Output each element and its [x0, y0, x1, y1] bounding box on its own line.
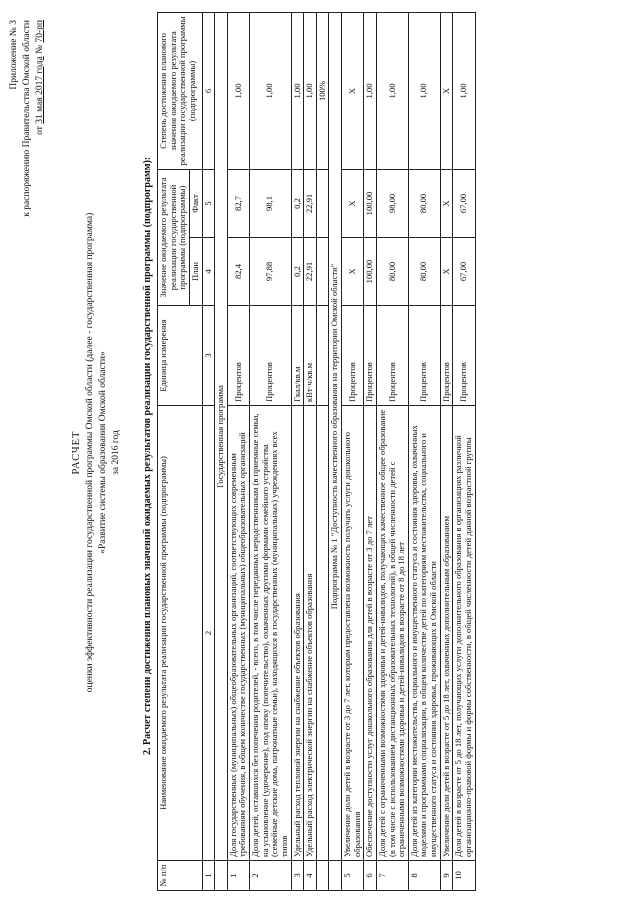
state-program-body	[215, 13, 317, 891]
row-unit: Процентов	[376, 306, 408, 406]
row-name: Обеспечение доступности услуг дошкольного образования для детей в возрасте от 3 до 7 лет	[364, 406, 377, 861]
row-fact: 0,2	[291, 170, 304, 238]
section-empty-cell	[329, 861, 342, 891]
col-number: 6	[202, 13, 215, 170]
row-name: Доля детей с ограниченными возможностями здоровья и детей-инвалидов, получающих качественное общее образование (в том числе с использованием дистанционных образовательных технологий), в общей численности детей с ограниченными возможностями здоровья и детей-инвалидов в возрасте от 8 до 18 лет	[376, 406, 408, 861]
document-title: РАСЧЕТ	[71, 430, 82, 475]
appendix-line-2: к распоряжению Правительства Омской области	[21, 20, 32, 217]
row-fact: 98,00	[376, 170, 408, 238]
section-title: 2. Расчет степени достижения плановых значений ожидаемых результатов реализации государственной программы (подпрограмм):	[142, 156, 153, 755]
row-name: Увеличение доли детей в возрасте от 5 до 18 лет, охваченных дополнительным образованием	[440, 406, 453, 861]
row-plan: 0,2	[291, 238, 304, 306]
col-number: 4	[202, 238, 215, 306]
appendix-date-line	[34, 20, 47, 280]
total-empty-cell	[316, 406, 329, 861]
table-row	[227, 13, 249, 891]
row-number: 10	[453, 861, 475, 891]
total-row	[316, 13, 329, 891]
row-degree: 1,00	[250, 13, 292, 170]
row-name: Удельный расход тепловой энергии на снабжение объектов образования	[291, 406, 304, 861]
number-value: 70-рп	[34, 20, 45, 43]
row-fact: 67,00	[453, 170, 475, 238]
date-value: 31 мая 2017 года	[34, 56, 45, 124]
row-degree: 1,00	[408, 13, 440, 170]
row-plan: 100,00	[364, 238, 377, 306]
row-number: 4	[304, 861, 317, 891]
row-name: Доля детей из категории местожительства, социального и имущественного статуса и состояния здоровья, охваченных моделями и программами социализации, в общем количестве детей по категориям местожительства, социального и имущественного статуса и состояния здоровья, проживающих в Омской области	[408, 406, 440, 861]
row-unit: Процентов	[250, 306, 292, 406]
header-plan: План	[189, 238, 202, 306]
total-body	[316, 13, 329, 891]
appendix-line-1: Приложение № 3	[9, 20, 19, 90]
row-plan: 22,91	[304, 238, 317, 306]
row-plan: X	[342, 238, 364, 306]
row-fact: 100,00	[364, 170, 377, 238]
row-degree: 1,00	[376, 13, 408, 170]
row-fact: 22,91	[304, 170, 317, 238]
heading-line-3: за 2016 год	[110, 430, 121, 475]
row-degree: 1,00	[227, 13, 249, 170]
row-plan: 82,4	[227, 238, 249, 306]
row-number: 3	[291, 861, 304, 891]
table-row	[408, 13, 440, 891]
row-name: Увеличение доли детей в возрасте от 3 до 7 лет, которым предоставлена возможность получать услуги дошкольного образования	[342, 406, 364, 861]
row-unit: Процентов	[227, 306, 249, 406]
row-number: 8	[408, 861, 440, 891]
row-fact: 98,1	[250, 170, 292, 238]
row-plan: 80,00	[408, 238, 440, 306]
total-value: 100%	[316, 13, 329, 170]
heading-line-1: оценки эффективности реализации государственной программы Омской области (далее - государственная программа)	[85, 212, 96, 693]
row-name: Доля государственных (муниципальных) общеобразовательных организаций, соответствующих современным требованиям обучения, в общем количестве государственных (муниципальных) общеобразовательных организаций	[227, 406, 249, 861]
row-plan: 80,00	[376, 238, 408, 306]
row-unit: Процентов	[453, 306, 475, 406]
row-unit: кВт·ч/кв.м	[304, 306, 317, 406]
row-number: 9	[440, 861, 453, 891]
row-degree: 1,00	[453, 13, 475, 170]
section-label: Государственная программа	[215, 13, 228, 861]
results-table	[157, 12, 476, 891]
table-row	[342, 13, 364, 891]
total-empty-cell	[316, 170, 329, 238]
row-name: Удельный расход электрической энергии на снабжение объектов образования	[304, 406, 317, 861]
row-unit: Процентов	[342, 306, 364, 406]
row-name: Доля детей в возрасте от 5 до 18 лет, получающих услуги дополнительного образования в организациях различной организационно-правовой формы и формы собственности, в общей численности детей данной возрастной группы	[453, 406, 475, 861]
date-prefix: от	[34, 126, 45, 135]
row-fact: 80,00	[408, 170, 440, 238]
table-row	[376, 13, 408, 891]
col-number: 2	[202, 406, 215, 861]
row-name: Доля детей, оставшихся без попечения родителей, - всего, в том числе переданных неродственникам (в приемные семьи, на усыновление (удочерение), под опеку (попечительство), охваченных другими формами семейного устройства (семейные детские дома, патронатные семьи), находящихся в государственных (муниципальных) учреждениях всех типов	[250, 406, 292, 861]
row-degree: 1,00	[291, 13, 304, 170]
header-degree: Степень достижения планового значения ожидаемого результата реализации государственной программы (подпрограммы)	[158, 13, 203, 170]
header-value: Значение ожидаемого результата реализации государственной программы (подпрограммы)	[158, 170, 190, 306]
section-row-state	[215, 13, 228, 891]
row-number: 7	[376, 861, 408, 891]
row-fact: 82,7	[227, 170, 249, 238]
header-num: № п/п	[158, 861, 203, 891]
row-plan: 67,00	[453, 238, 475, 306]
total-empty-cell	[316, 238, 329, 306]
row-degree: X	[342, 13, 364, 170]
row-number: 1	[227, 861, 249, 891]
row-unit: Процентов	[364, 306, 377, 406]
section-empty-cell	[215, 861, 228, 891]
row-unit: Процентов	[440, 306, 453, 406]
row-degree: X	[440, 13, 453, 170]
header-fact: Факт	[189, 170, 202, 238]
total-empty-cell	[316, 306, 329, 406]
table-row	[364, 13, 377, 891]
row-unit: Процентов	[408, 306, 440, 406]
row-fact: X	[342, 170, 364, 238]
row-number: 6	[364, 861, 377, 891]
document-heading	[70, 40, 123, 865]
header-row-1	[158, 13, 190, 891]
section-row-sub1	[329, 13, 342, 891]
header-unit: Единица измерения	[158, 306, 203, 406]
row-degree: 1,00	[364, 13, 377, 170]
row-fact: X	[440, 170, 453, 238]
row-plan: X	[440, 238, 453, 306]
heading-line-2: «Развитие системы образования Омской области»	[97, 351, 108, 554]
column-number-row	[202, 13, 215, 891]
row-unit: Гкал/кв.м	[291, 306, 304, 406]
header-name: Наименование ожидаемого результата реализации государственной программы (подпрограммы)	[158, 406, 203, 861]
col-number: 3	[202, 306, 215, 406]
section-label: Подпрограмма № 1 "Доступность качественного образования на территории Омской области"	[329, 13, 342, 861]
table-row	[453, 13, 475, 891]
appendix-block	[8, 20, 46, 280]
col-number: 5	[202, 170, 215, 238]
total-empty-cell	[316, 861, 329, 891]
table-row	[291, 13, 304, 891]
table-row	[250, 13, 292, 891]
number-prefix: №	[34, 44, 45, 54]
table-row	[440, 13, 453, 891]
row-number: 2	[250, 861, 292, 891]
row-degree: 1,00	[304, 13, 317, 170]
table-row	[304, 13, 317, 891]
col-number: 1	[202, 861, 215, 891]
row-plan: 97,88	[250, 238, 292, 306]
subprogram-1-body	[329, 13, 475, 891]
row-number: 5	[342, 861, 364, 891]
